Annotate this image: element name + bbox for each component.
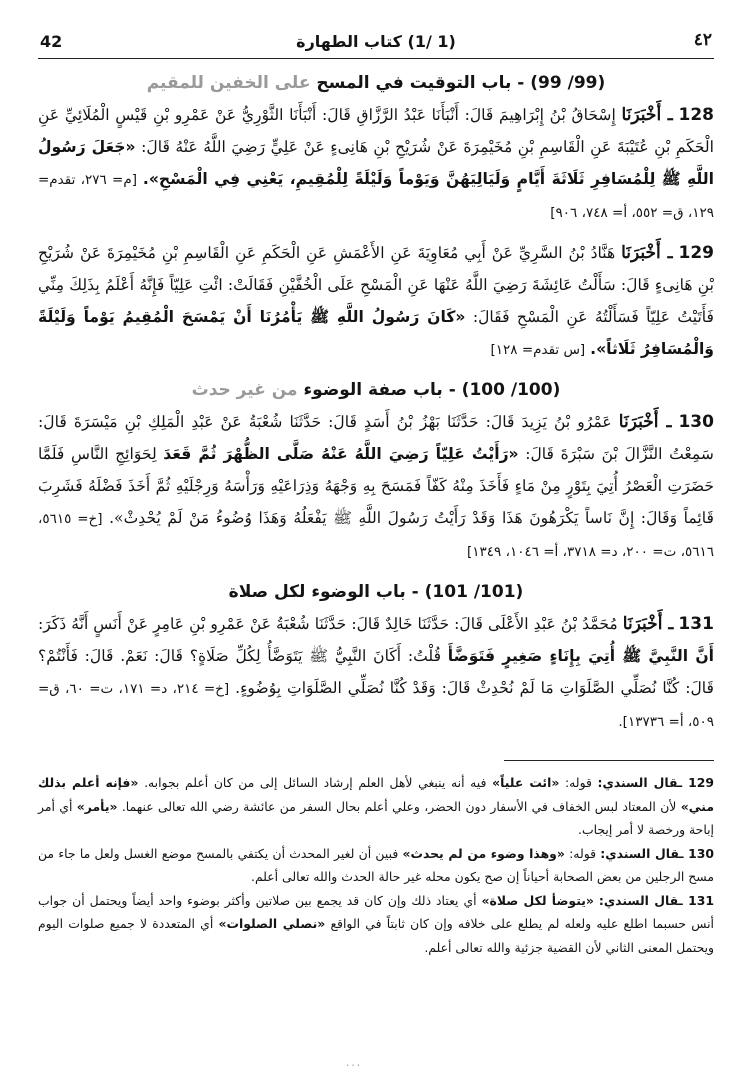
hadith-opening: ـ أَخْبَرَنَا: [621, 243, 673, 263]
footnote-label: 130 ـقال السندي:: [600, 845, 715, 861]
chapter-title-faded: على الخفين للمقيم: [146, 73, 311, 93]
hadith-opening: ـ أَخْبَرَنَا: [618, 412, 672, 432]
hadith-matn: «جَعَلَ رَسُولُ اللَّهِ ﷺ لِلْمُسَافِرِ ثَلَاثَةَ أَيَّامٍ وَلَيَالِيَهُنَّ وَيَوْماً وَلَيْلَةً لِلْمُقِيمِ، يَعْنِي فِي الْمَسْحِ».: [38, 138, 714, 188]
hadith-references: [خ= ٢١٤، د= ١٧١، ت= ٦٠، ق= ٥٠٩، أ= ١٣٧٣٦].: [38, 681, 714, 730]
hadith-continuation: لِحَوَائِجِ النَّاسِ فَلَمَّا حَضَرَتِ الْعَصْرُ أُتِيَ بِتَوْرٍ مِنْ مَاءٍ فَأَخَذَ مِنْهُ كَفّاً فَمَسَحَ بِهِ وَجْهَهُ وَذِرَاعَيْهِ وَرَأْسَهُ وَرِجْلَيْهِ ثُمَّ أَخَذَ فَضْلَهُ فَشَرِبَ قَائِماً وَقَالَ: إِنَّ نَاساً يَكْرَهُونَ هَذَا وَقَدْ رَأَيْتُ رَسُولَ اللَّهِ ﷺ يَفْعَلُهُ وَهَذَا وُضُوءُ مَنْ لَمْ يُحْدِثْ».: [38, 445, 714, 527]
chapter-title-faded: من غير حدث: [191, 380, 298, 400]
footnote-divider: [504, 760, 714, 761]
footnote-segment: لأن المعتاد لبس الخفاف في الأسفار دون الحضر، وعلي أعلم بحال السفر من عائشة رضي الله تعالى عنهما.: [117, 798, 681, 814]
footnote-segment: فبين أن لغير المحدث أن يكتفي بالمسح موضع الغسل ولعل ما جاء من مسح الرجلين من بعض الصحابة أحياناً إن صح يكون محله غير حالة الحدث والله تعالى أعلم.: [38, 845, 714, 884]
hadith-references: [خ= ٥٦١٥، ٥٦١٦، ت= ٢٠٠، د= ٣٧١٨، أ= ١٠٤٦، ١٣٤٩]: [38, 511, 714, 560]
footnote-segment: أي أمر إباحة ورخصة لا أمر إيجاب.: [38, 798, 714, 837]
hadith-130: [38, 406, 714, 568]
hadith-opening: ـ أَخْبَرَنَا: [622, 614, 674, 634]
hadith-matn: أَنَّ النَّبِيَّ ﷺ أُتِيَ بِإِنَاءٍ صَغِيرٍ فَتَوَضَّأَ: [447, 647, 714, 665]
hadith-references: [س تقدم= ١٢٨]: [490, 342, 586, 358]
chapter-title: (100/ 100) - باب صفة الوضوء: [303, 380, 561, 400]
book-title: (1 /1) كتاب الطهارة: [296, 32, 456, 51]
footnote-segment: قوله:: [564, 845, 601, 861]
footnote-130: [38, 842, 714, 889]
footnote-quote: «فإنه أعلم بذلك مني»: [38, 775, 715, 814]
footnote-segment: قوله:: [559, 775, 598, 790]
footnotes: [38, 771, 714, 959]
hadith-chain: مُحَمَّدُ بْنُ عَبْدِ الأَعْلَى قَالَ: حَدَّثَنَا خَالِدٌ قَالَ: حَدَّثَنَا شُعْبَةُ عَنْ عَمْرِو بْنِ عَامِرٍ عَنْ أَنَسٍ أَنَّهُ ذَكَرَ:: [38, 615, 618, 633]
running-header: [38, 28, 714, 59]
chapter-heading: [38, 582, 714, 602]
chapter-title: (101/ 101) - باب الوضوء لكل صلاة: [228, 582, 524, 602]
footnote-quote: «يتوضأ لكل صلاة»: [481, 892, 594, 908]
hadith-chain: إِسْحَاقُ بْنُ إِبْرَاهِيمَ قَالَ: أَنْبَأَنَا عَبْدُ الرَّزَّاقِ قَالَ: أَنْبَأَنَا الثَّوْرِيُّ عَنْ عَمْرِو بْنِ قَيْسٍ الْمُلَائِيِّ عَنِ الْحَكَمِ بْنِ عُتَيْبَةَ عَنِ الْقَاسِمِ بْنِ مُخَيْمِرَةَ عَنْ شُرَيْحِ بْنِ هَانِىءٍ عَنْ عَلِيٍّ رَضِيَ اللَّهُ عَنْهُ قَالَ:: [38, 106, 714, 156]
hadith-number: 128: [678, 105, 714, 125]
hadith-matn: «كَانَ رَسُولُ اللَّهِ ﷺ يَأْمُرُنَا أَنْ يَمْسَحَ الْمُقِيمُ يَوْماً وَلَيْلَةً وَالْمُسَافِرُ ثَلَاثاً».: [38, 308, 714, 358]
hadith-chain: هَنَّادُ بْنُ السَّرِيِّ عَنْ أَبِي مُعَاوِيَةَ عَنِ الأَعْمَشِ عَنِ الْحَكَمِ عَنِ الْقَاسِمِ بْنِ مُخَيْمِرَةَ عَنْ شُرَيْحِ بْنِ هَانِىءٍ قَالَ: سَأَلْتُ عَائِشَةَ رَضِيَ اللَّهُ عَنْهَا عَنِ الْمَسْحِ عَلَى الْخُفَّيْنِ فَقَالَتْ: ائْتِ عَلِيّاً فَإِنَّهُ أَعْلَمُ بِذَلِكَ مِنِّي فَأَتَيْتُ عَلِيّاً فَسَأَلْتُهُ عَنِ الْمَسْحِ فَقَالَ:: [38, 244, 714, 326]
footnote-segment: فيه أنه ينبغي لأهل العلم إرشاد السائل إلى من كان أعلم بجوابه.: [138, 775, 493, 790]
hadith-number: 129: [678, 243, 714, 263]
hadith-131: [38, 608, 714, 738]
hadith-chain: عَمْرُو بْنُ يَزِيدَ قَالَ: حَدَّثَنَا بَهْزُ بْنُ أَسَدٍ قَالَ: حَدَّثَنَا شُعْبَةُ عَنْ عَبْدِ الْمَلِكِ بْنِ مَيْسَرَةَ قَالَ: سَمِعْتُ النَّزَّالَ بْنَ سَبْرَةَ قَالَ:: [38, 413, 714, 463]
footnote-131: [38, 889, 714, 960]
hadith-matn: «رَأَيْتُ عَلِيّاً رَضِيَ اللَّهُ عَنْهُ صَلَّى الظُّهْرَ ثُمَّ قَعَدَ: [163, 445, 519, 463]
chapter-heading: [38, 73, 714, 93]
hadith-number: 131: [678, 614, 714, 634]
footnote-129: [38, 771, 714, 842]
hadith-number: 130: [678, 412, 714, 432]
footnote-segment: أي يعتاد ذلك وإن كان قد يجمع بين صلاتين وأكثر بوضوء واحد أيضاً ويحتمل أن جواب أنس حسبما اطلع عليه ولعله لم يطلع على خلافه وإن كان ثابتاً في الواقع: [38, 892, 714, 931]
footnote-quote: «يأمر»: [76, 798, 118, 814]
page-footer-mark: ٠٠٠: [345, 1060, 362, 1071]
hadith-129: [38, 237, 714, 366]
hadith-opening: ـ أَخْبَرَنَا: [621, 105, 673, 125]
chapter-heading: [38, 380, 714, 400]
footnote-segment: أي المتعددة لا جميع صلوات اليوم ويحتمل المعنى الثاني لأن القضية جزئية والله تعالى أعلم.: [38, 916, 714, 955]
footnote-label: 131 ـقال السندي:: [598, 892, 714, 908]
page-number-latin: 42: [40, 32, 63, 51]
footnote-quote: «ائت علياً»: [492, 775, 560, 790]
footnote-quote: «نصلي الصلوات»: [218, 916, 326, 931]
page-number-arabic: ٤٢: [693, 30, 712, 50]
footnote-label: 129 ـقال السندي:: [597, 775, 715, 790]
hadith-128: [38, 99, 714, 229]
footnote-quote: «وهذا وضوء من لم يحدث»: [402, 845, 565, 861]
hadith-continuation: قُلْتُ: أَكَانَ النَّبِيُّ ﷺ يَتَوَضَّأُ لِكُلِّ صَلَاةٍ؟ قَالَ: نَعَمْ. قَالَ: فَأَنْتُمْ؟ قَالَ: كُنَّا نُصَلِّي الصَّلَوَاتِ مَا لَمْ نُحْدِثْ قَالَ: وَقَدْ كُنَّا نُصَلِّي الصَّلَوَاتِ بِوُضُوءٍ.: [38, 647, 714, 697]
chapter-title: (99/ 99) - باب التوقيت في المسح: [316, 73, 606, 93]
book-page: [38, 28, 714, 959]
hadith-references: [م= ٢٧٦، تقدم= ١٢٩، ق= ٥٥٢، أ= ٧٤٨، ٩٠٦]: [38, 172, 714, 221]
